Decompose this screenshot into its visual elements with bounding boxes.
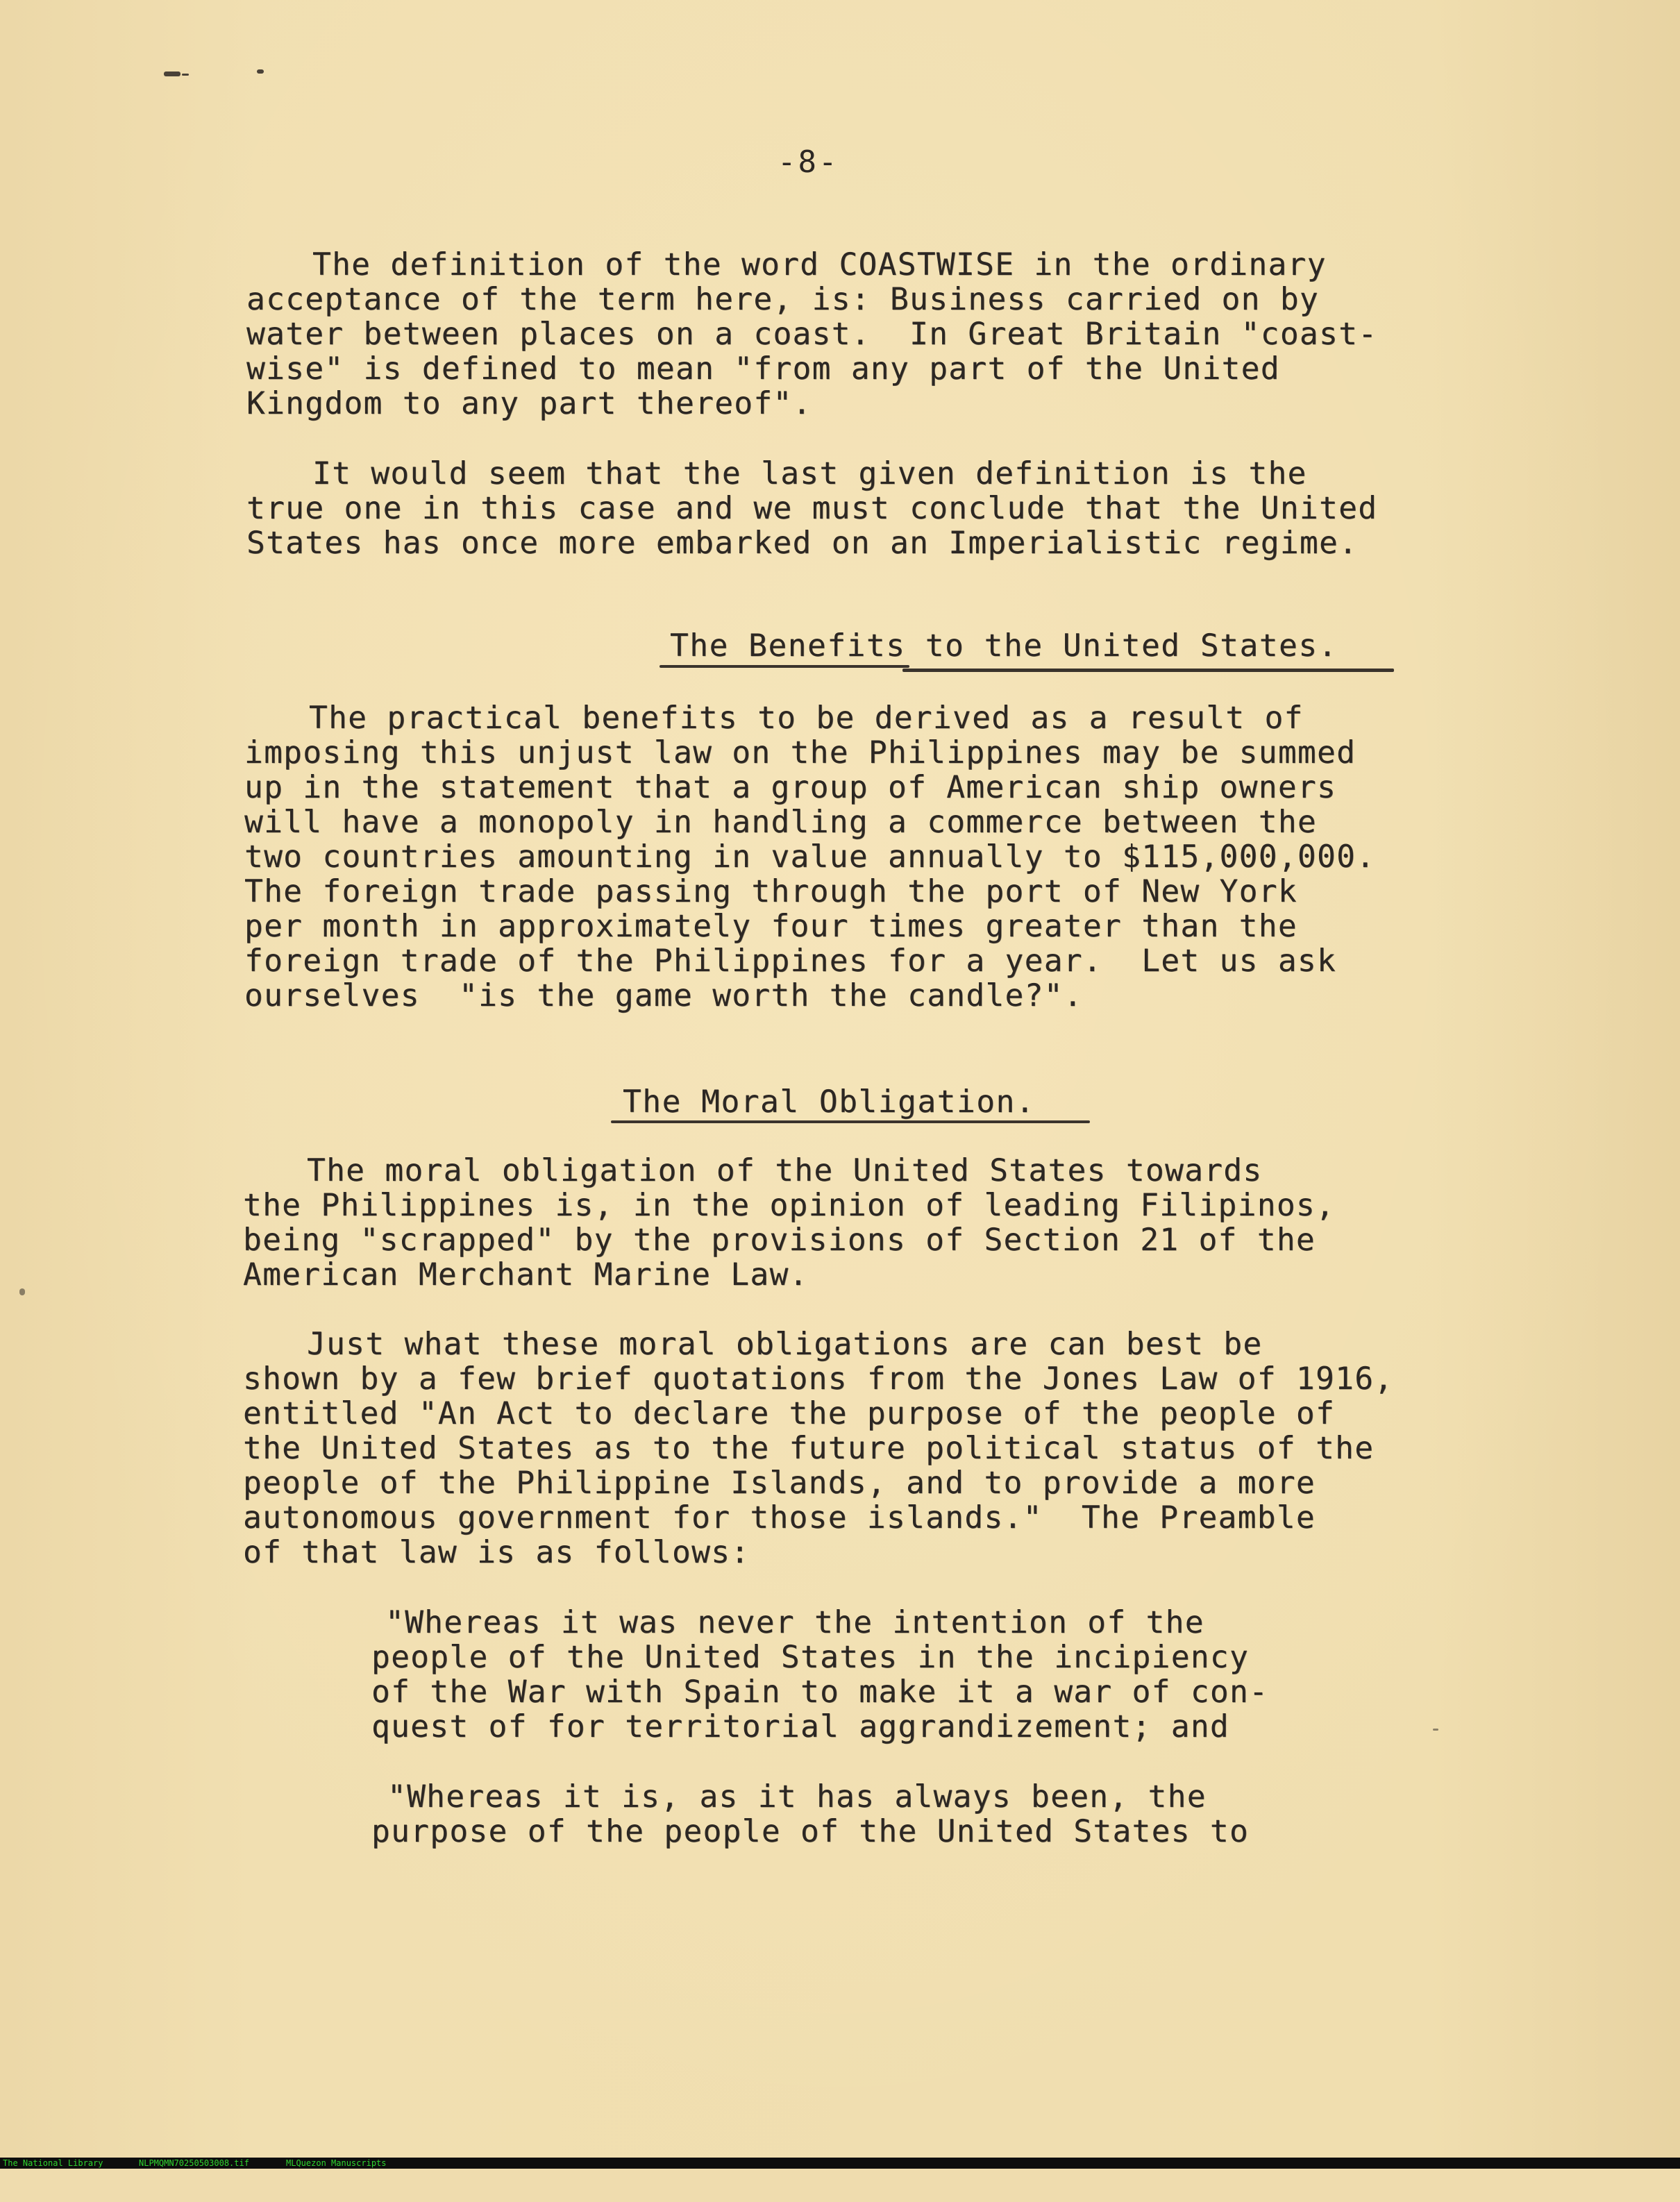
quotation-line: "Whereas it is, as it has always been, the <box>387 1779 1207 1815</box>
quotation-line: "Whereas it was never the intention of the <box>385 1605 1204 1640</box>
quotation-line: of the War with Spain to make it a war of con- <box>371 1674 1269 1710</box>
smudge-mark <box>1433 1729 1438 1731</box>
smudge-mark <box>19 1288 25 1295</box>
smudge-mark <box>182 74 189 76</box>
paragraph-5-line: entitled "An Act to declare the purpose of the people of <box>243 1396 1336 1431</box>
footer-collection-label: MLQuezon Manuscripts <box>286 2158 387 2168</box>
footer-library-label: The National Library <box>3 2158 103 2168</box>
heading-underline <box>660 665 909 668</box>
paragraph-2-line: States has once more embarked on an Imperialistic regime. <box>246 526 1359 561</box>
paragraph-5-line: of that law is as follows: <box>243 1535 750 1570</box>
paragraph-4-line: The moral obligation of the United States towards <box>307 1153 1263 1188</box>
paragraph-3-line: imposing this unjust law on the Philippines may be summed <box>244 735 1356 771</box>
paragraph-3-line: ourselves "is the game worth the candle?". <box>244 978 1083 1014</box>
quotation-line: quest of for territorial aggrandizement; and <box>371 1709 1230 1745</box>
paragraph-3-line: two countries amounting in value annually to $115,000,000. <box>244 839 1376 875</box>
page-number: -8- <box>778 144 839 180</box>
heading-underline <box>902 669 1394 672</box>
heading-underline <box>611 1120 1090 1123</box>
footer-file-id: NLPMQMN70250503008.tif <box>139 2158 249 2168</box>
paragraph-3-line: will have a monopoly in handling a commerce between the <box>244 805 1318 840</box>
smudge-mark <box>164 72 180 76</box>
paragraph-4-line: being "scrapped" by the provisions of Section 21 of the <box>243 1222 1316 1258</box>
paragraph-3-line: The practical benefits to be derived as a result of <box>309 700 1304 736</box>
paragraph-4-line: American Merchant Marine Law. <box>243 1257 809 1293</box>
section-heading-moral-obligation: The Moral Obligation. <box>623 1084 1036 1120</box>
section-heading-benefits: The Benefits to the United States. <box>670 628 1338 664</box>
paragraph-5-line: shown by a few brief quotations from the Jones Law of 1916, <box>243 1361 1394 1397</box>
paragraph-5-line: autonomous government for those islands." The Preamble <box>243 1500 1316 1536</box>
paragraph-5-line: Just what these moral obligations are can best be <box>307 1327 1263 1362</box>
paragraph-1-line: acceptance of the term here, is: Business carried on by <box>246 282 1320 317</box>
quotation-line: purpose of the people of the United States to <box>371 1814 1250 1849</box>
paragraph-3-line: foreign trade of the Philippines for a year. Let us ask <box>244 943 1337 979</box>
paragraph-1-line: The definition of the word COASTWISE in the ordinary <box>312 247 1327 283</box>
paragraph-3-line: per month in approximately four times greater than the <box>244 909 1297 944</box>
paragraph-1-line: water between places on a coast. In Great Britain "coast- <box>246 317 1378 352</box>
paragraph-3-line: The foreign trade passing through the port of New York <box>244 874 1297 909</box>
paragraph-1-line: wise" is defined to mean "from any part of the United <box>246 351 1280 387</box>
paragraph-5-line: the United States as to the future political status of the <box>243 1431 1375 1466</box>
paragraph-1-line: Kingdom to any part thereof". <box>246 386 812 421</box>
paragraph-5-line: people of the Philippine Islands, and to provide a more <box>243 1465 1316 1501</box>
paragraph-2-line: It would seem that the last given definition is the <box>312 456 1307 491</box>
smudge-mark <box>257 69 264 74</box>
paragraph-2-line: true one in this case and we must conclude that the United <box>246 491 1378 526</box>
scan-footer-bar <box>0 2158 1680 2169</box>
quotation-line: people of the United States in the incipiency <box>371 1640 1250 1675</box>
paragraph-3-line: up in the statement that a group of American ship owners <box>244 770 1337 805</box>
paragraph-4-line: the Philippines is, in the opinion of leading Filipinos, <box>243 1188 1336 1223</box>
